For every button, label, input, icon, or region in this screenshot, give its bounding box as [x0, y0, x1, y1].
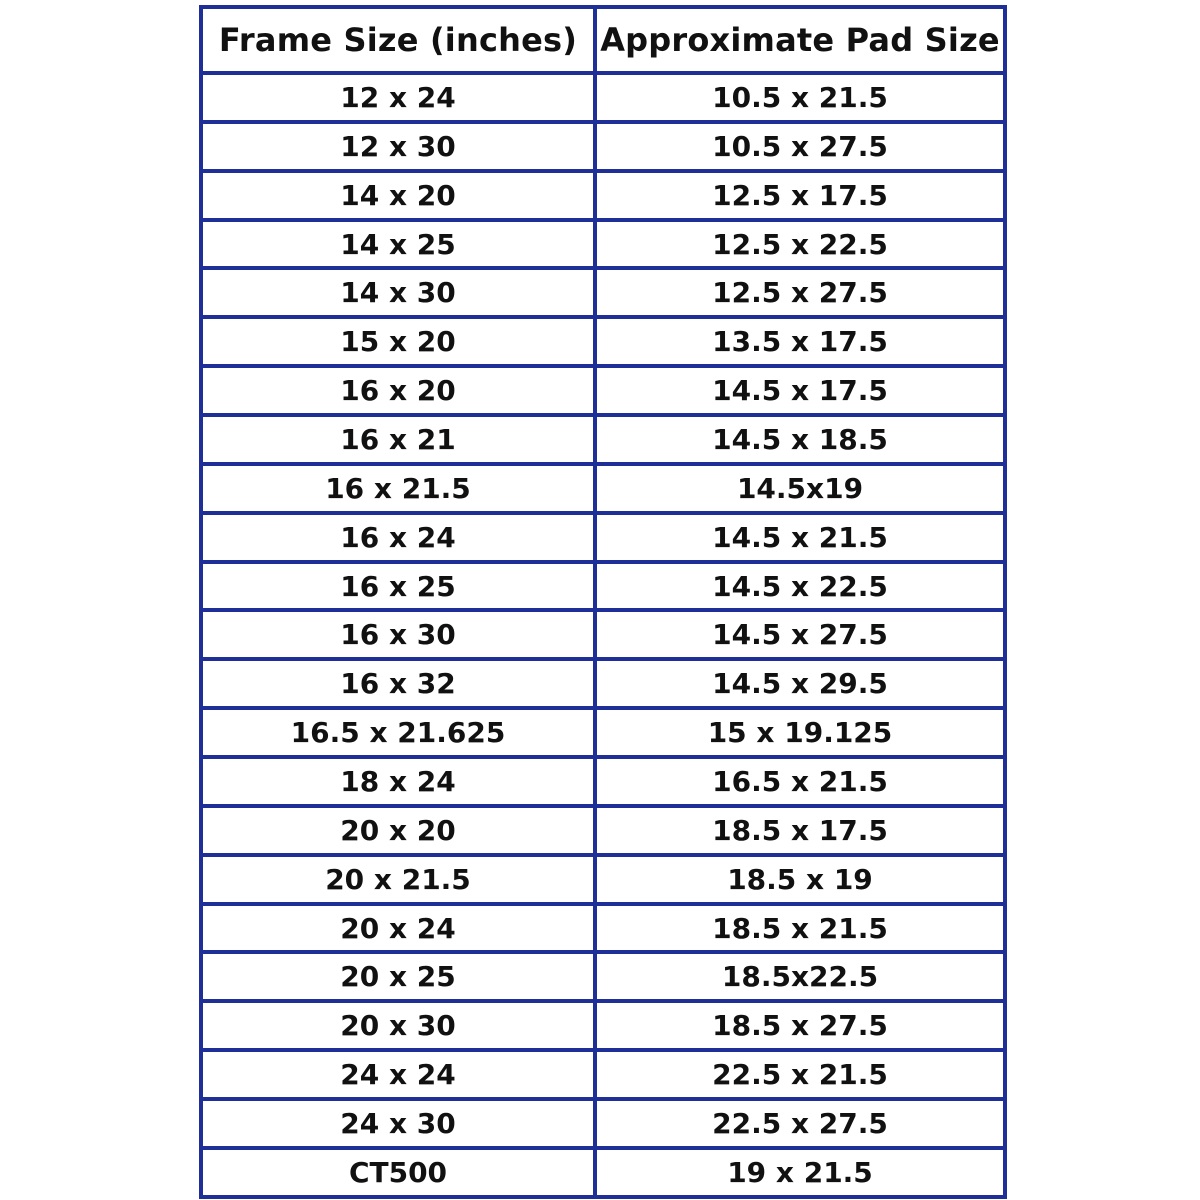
- frame-size-cell: 20 x 24: [201, 904, 595, 953]
- table-row: [201, 806, 1005, 855]
- pad-size-cell: 15 x 19.125: [595, 708, 1005, 757]
- table-row: [201, 904, 1005, 953]
- pad-size-cell: 18.5 x 27.5: [595, 1001, 1005, 1050]
- frame-size-cell: 14 x 25: [201, 220, 595, 269]
- frame-size-cell: 12 x 24: [201, 73, 595, 122]
- frame-size-cell: 24 x 24: [201, 1050, 595, 1099]
- pad-size-cell: 14.5 x 17.5: [595, 366, 1005, 415]
- table-row: [201, 952, 1005, 1001]
- pad-size-cell: 22.5 x 21.5: [595, 1050, 1005, 1099]
- table-row: [201, 659, 1005, 708]
- pad-size-cell: 18.5 x 17.5: [595, 806, 1005, 855]
- frame-size-cell: 16 x 24: [201, 513, 595, 562]
- table-row: [201, 317, 1005, 366]
- table-row: [201, 757, 1005, 806]
- frame-size-cell: 16 x 25: [201, 562, 595, 611]
- frame-size-cell: 18 x 24: [201, 757, 595, 806]
- pad-size-cell: 10.5 x 21.5: [595, 73, 1005, 122]
- frame-size-cell: 16 x 21.5: [201, 464, 595, 513]
- table-row: [201, 366, 1005, 415]
- frame-size-cell: 16 x 30: [201, 610, 595, 659]
- frame-size-cell: 20 x 30: [201, 1001, 595, 1050]
- frame-size-cell: CT500: [201, 1148, 595, 1197]
- pad-size-cell: 22.5 x 27.5: [595, 1099, 1005, 1148]
- frame-size-cell: 16 x 21: [201, 415, 595, 464]
- frame-size-cell: 20 x 21.5: [201, 855, 595, 904]
- frame-size-cell: 20 x 25: [201, 952, 595, 1001]
- table-row: [201, 73, 1005, 122]
- pad-size-cell: 19 x 21.5: [595, 1148, 1005, 1197]
- table-row: [201, 562, 1005, 611]
- frame-size-cell: 12 x 30: [201, 122, 595, 171]
- pad-size-table: [199, 5, 1007, 1199]
- pad-size-cell: 13.5 x 17.5: [595, 317, 1005, 366]
- pad-size-cell: 12.5 x 17.5: [595, 171, 1005, 220]
- table-row: [201, 1001, 1005, 1050]
- table-header-row: [201, 7, 1005, 73]
- pad-size-cell: 12.5 x 22.5: [595, 220, 1005, 269]
- pad-size-cell: 12.5 x 27.5: [595, 268, 1005, 317]
- pad-size-cell: 14.5x19: [595, 464, 1005, 513]
- frame-size-cell: 14 x 30: [201, 268, 595, 317]
- pad-size-cell: 18.5 x 19: [595, 855, 1005, 904]
- pad-size-cell: 10.5 x 27.5: [595, 122, 1005, 171]
- pad-size-cell: 14.5 x 18.5: [595, 415, 1005, 464]
- pad-size-cell: 14.5 x 27.5: [595, 610, 1005, 659]
- frame-size-cell: 16 x 20: [201, 366, 595, 415]
- table-row: [201, 1148, 1005, 1197]
- pad-size-cell: 16.5 x 21.5: [595, 757, 1005, 806]
- table-row: [201, 1099, 1005, 1148]
- table-row: [201, 1050, 1005, 1099]
- table-row: [201, 513, 1005, 562]
- frame-size-cell: 16 x 32: [201, 659, 595, 708]
- table-row: [201, 610, 1005, 659]
- pad-size-cell: 14.5 x 29.5: [595, 659, 1005, 708]
- frame-size-cell: 24 x 30: [201, 1099, 595, 1148]
- frame-size-cell: 16.5 x 21.625: [201, 708, 595, 757]
- table-row: [201, 268, 1005, 317]
- table-row: [201, 171, 1005, 220]
- frame-size-cell: 14 x 20: [201, 171, 595, 220]
- table-row: [201, 708, 1005, 757]
- table-row: [201, 855, 1005, 904]
- header-frame-size: Frame Size (inches): [201, 7, 595, 73]
- header-pad-size: Approximate Pad Size: [595, 7, 1005, 73]
- pad-size-cell: 14.5 x 21.5: [595, 513, 1005, 562]
- pad-size-cell: 14.5 x 22.5: [595, 562, 1005, 611]
- table-row: [201, 220, 1005, 269]
- pad-size-cell: 18.5 x 21.5: [595, 904, 1005, 953]
- pad-size-cell: 18.5x22.5: [595, 952, 1005, 1001]
- table-row: [201, 415, 1005, 464]
- table-body: [201, 73, 1005, 1197]
- frame-size-cell: 20 x 20: [201, 806, 595, 855]
- table-row: [201, 122, 1005, 171]
- frame-size-cell: 15 x 20: [201, 317, 595, 366]
- table-row: [201, 464, 1005, 513]
